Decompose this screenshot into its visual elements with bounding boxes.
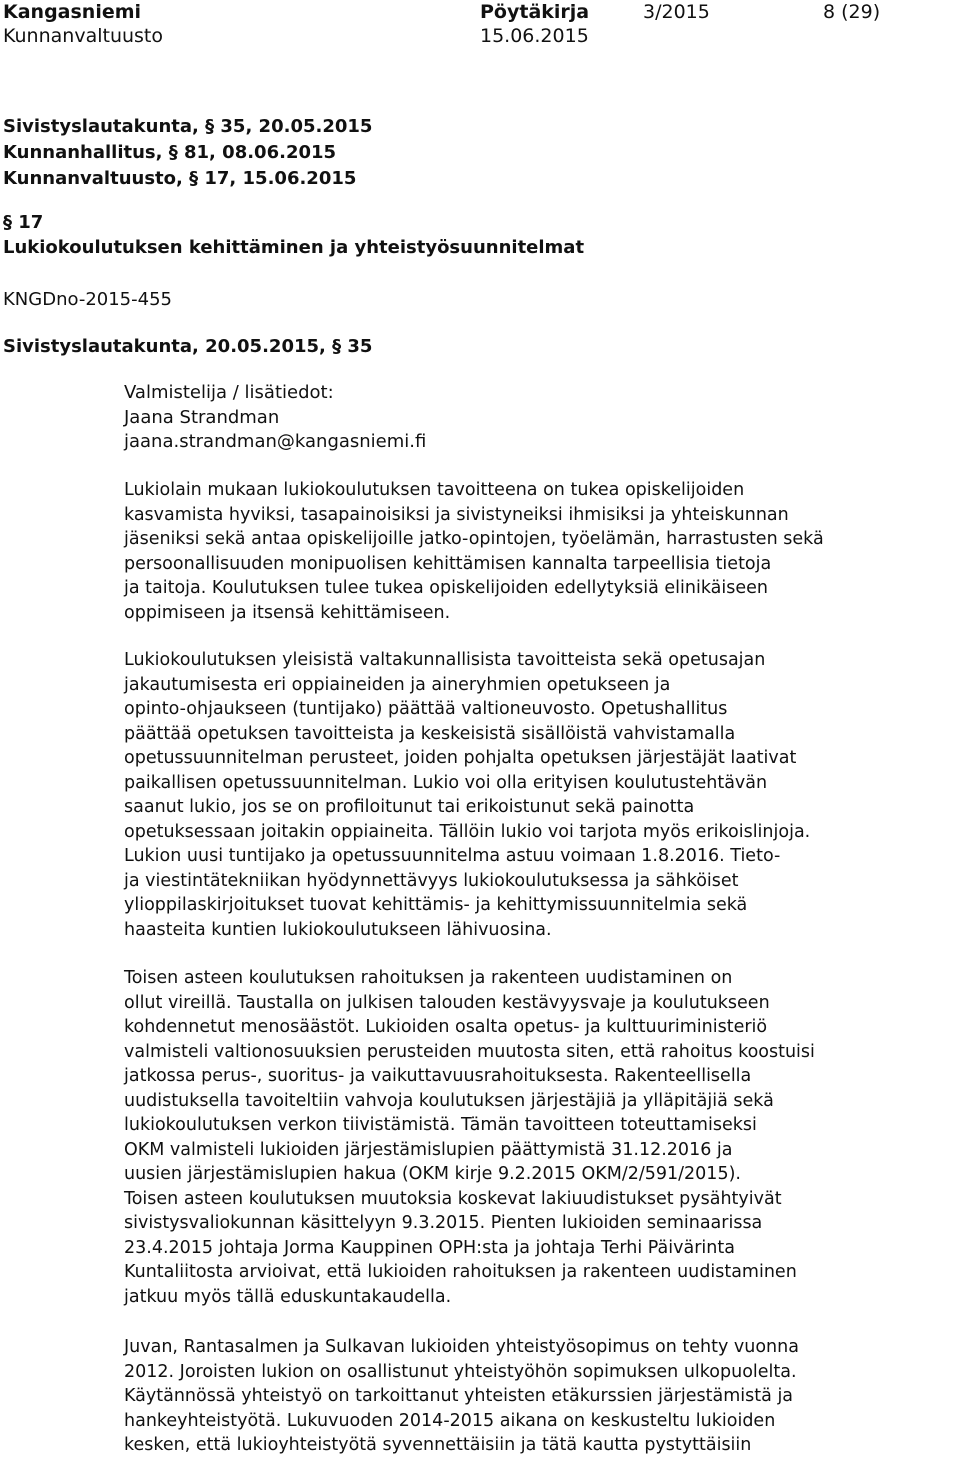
paragraph-line: hankeyhteistyötä. Lukuvuoden 2014-2015 aikana on keskusteltu lukioiden — [124, 1410, 776, 1431]
paragraph-line: Lukiolain mukaan lukiokoulutuksen tavoitteena on tukea opiskelijoiden — [124, 480, 745, 500]
paragraph-line: sivistysvaliokunnan käsittelyyn 9.3.2015. Pienten lukioiden seminaarissa — [124, 1213, 763, 1233]
body-paragraph-1 — [124, 478, 914, 625]
paragraph-line: valmisteli valtionosuuksien perusteiden muutosta siten, että rahoitus koostuisi — [124, 1041, 815, 1062]
paragraph-line: Käytännössä yhteistyö on tarkoittanut yhteisten etäkurssien järjestämistä ja — [124, 1386, 794, 1406]
paragraph-line: Toisen asteen koulutuksen muutoksia koskevat lakiuudistukset pysähtyivät — [124, 1188, 782, 1209]
preparer-label: Valmistelija / lisätiedot: — [124, 382, 334, 403]
body-paragraph-4 — [124, 1335, 914, 1458]
paragraph-line: saanut lukio, jos se on profiloitunut tai erikoistunut sekä painotta — [124, 797, 695, 817]
paragraph-line: 2012. Joroisten lukion on osallistunut yhteistyöhön sopimuksen ulkopuolelta. — [124, 1361, 797, 1382]
paragraph-line: opetuksessaan joitakin oppiaineita. Tällöin lukio voi tarjota myös erikoislinjoja. — [124, 821, 811, 842]
paragraph-line: ja taitoja. Koulutuksen tulee tukea opiskelijoiden edellytyksiä elinikäiseen — [124, 578, 768, 598]
paragraph-line: opinto-ohjaukseen (tuntijako) päättää valtioneuvosto. Opetushallitus — [124, 699, 728, 719]
header-protocol-number: 3/2015 — [643, 1, 710, 23]
header-meeting-date: 15.06.2015 — [480, 25, 589, 47]
body-paragraph-3 — [124, 966, 914, 1309]
paragraph-line: kohdennetut menosäästöt. Lukioiden osalta opetus- ja kulttuuriministeriö — [124, 1017, 768, 1037]
preparer-info — [124, 381, 426, 455]
preparer-name: Jaana Strandman — [124, 406, 280, 428]
paragraph-line: 23.4.2015 johtaja Jorma Kauppinen OPH:sta ja johtaja Terhi Päivärinta — [124, 1237, 735, 1258]
section-title: Lukiokoulutuksen kehittäminen ja yhteistyösuunnitelmat — [3, 237, 585, 258]
paragraph-line: jäseniksi sekä antaa opiskelijoille jatko-opintojen, työelämän, harrastusten sekä — [124, 529, 824, 549]
paragraph-line: Lukion uusi tuntijako ja opetussuunnitelma astuu voimaan 1.8.2016. Tieto- — [124, 846, 781, 866]
paragraph-line: ja viestintätekniikan hyödynnettävyys lukiokoulutuksessa ja sähköiset — [124, 870, 739, 891]
paragraph-line: jatkuu myös tällä eduskuntakaudella. — [124, 1286, 452, 1307]
handling-references — [3, 114, 372, 192]
paragraph-line: oppimiseen ja itsensä kehittämiseen. — [124, 602, 451, 623]
preparation-heading: Sivistyslautakunta, 20.05.2015, § 35 — [3, 336, 373, 357]
paragraph-line: ylioppilaskirjoitukset tuovat kehittämis- ja kehittymissuunnitelmia sekä — [124, 895, 748, 915]
reference-line: Kunnanvaltuusto, § 17, 15.06.2015 — [3, 168, 357, 189]
reference-line: Kunnanhallitus, § 81, 08.06.2015 — [3, 142, 337, 163]
paragraph-line: Kuntaliitosta arvioivat, että lukioiden rahoituksen ja rakenteen uudistaminen — [124, 1262, 797, 1282]
paragraph-line: ollut vireillä. Taustalla on julkisen talouden kestävyysvaje ja koulutukseen — [124, 992, 770, 1013]
paragraph-line: persoonallisuuden monipuolisen kehittämisen kannalta tarpeellisia tietoja — [124, 553, 772, 574]
paragraph-line: kasvamista hyviksi, tasapainoisiksi ja sivistyneiksi ihmisiksi ja yhteiskunnan — [124, 504, 789, 525]
section-number: § 17 — [3, 212, 44, 233]
paragraph-line: paikallisen opetussuunnitelman. Lukio voi olla erityisen koulutustehtävän — [124, 772, 768, 793]
header-document-type: Pöytäkirja — [480, 1, 590, 23]
preparer-email: jaana.strandman@kangasniemi.fi — [124, 431, 427, 452]
paragraph-line: uusien järjestämislupien hakua (OKM kirje 9.2.2015 OKM/2/591/2015). — [124, 1164, 741, 1184]
paragraph-line: OKM valmisteli lukioiden järjestämislupien päättymistä 31.12.2016 ja — [124, 1139, 733, 1160]
paragraph-line: päättää opetuksen tavoitteista ja keskeisistä sisällöistä vahvistamalla — [124, 723, 736, 744]
document-reference-number: KNGDno-2015-455 — [3, 289, 172, 310]
paragraph-line: Juvan, Rantasalmen ja Sulkavan lukioiden yhteistyösopimus on tehty vuonna — [124, 1337, 799, 1357]
header-page-number: 8 (29) — [823, 1, 881, 23]
paragraph-line: uudistuksella tavoiteltiin vahvoja koulutuksen järjestäjiä ja ylläpitäjiä sekä — [124, 1090, 774, 1111]
paragraph-line: lukiokoulutuksen verkon tiivistämistä. Tämän tavoitteen toteuttamiseksi — [124, 1115, 757, 1135]
body-paragraph-2 — [124, 648, 914, 942]
paragraph-line: jatkossa perus-, suoritus- ja vaikuttavuusrahoituksesta. Rakenteellisella — [124, 1066, 752, 1086]
paragraph-line: Lukiokoulutuksen yleisistä valtakunnallisista tavoitteista sekä opetusajan — [124, 650, 766, 670]
header-body-name: Kunnanvaltuusto — [3, 25, 163, 47]
paragraph-line: Toisen asteen koulutuksen rahoituksen ja rakenteen uudistaminen on — [124, 968, 733, 988]
paragraph-line: haasteita kuntien lukiokoulutukseen lähivuosina. — [124, 919, 552, 940]
reference-line: Sivistyslautakunta, § 35, 20.05.2015 — [3, 116, 373, 137]
header-organization: Kangasniemi — [3, 1, 142, 23]
paragraph-line: kesken, että lukioyhteistyötä syvennettäisiin ja tätä kautta pystyttäisiin — [124, 1435, 752, 1455]
paragraph-line: jakautumisesta eri oppiaineiden ja aineryhmien opetukseen ja — [124, 674, 671, 695]
paragraph-line: opetussuunnitelman perusteet, joiden pohjalta opetuksen järjestäjät laativat — [124, 748, 797, 768]
